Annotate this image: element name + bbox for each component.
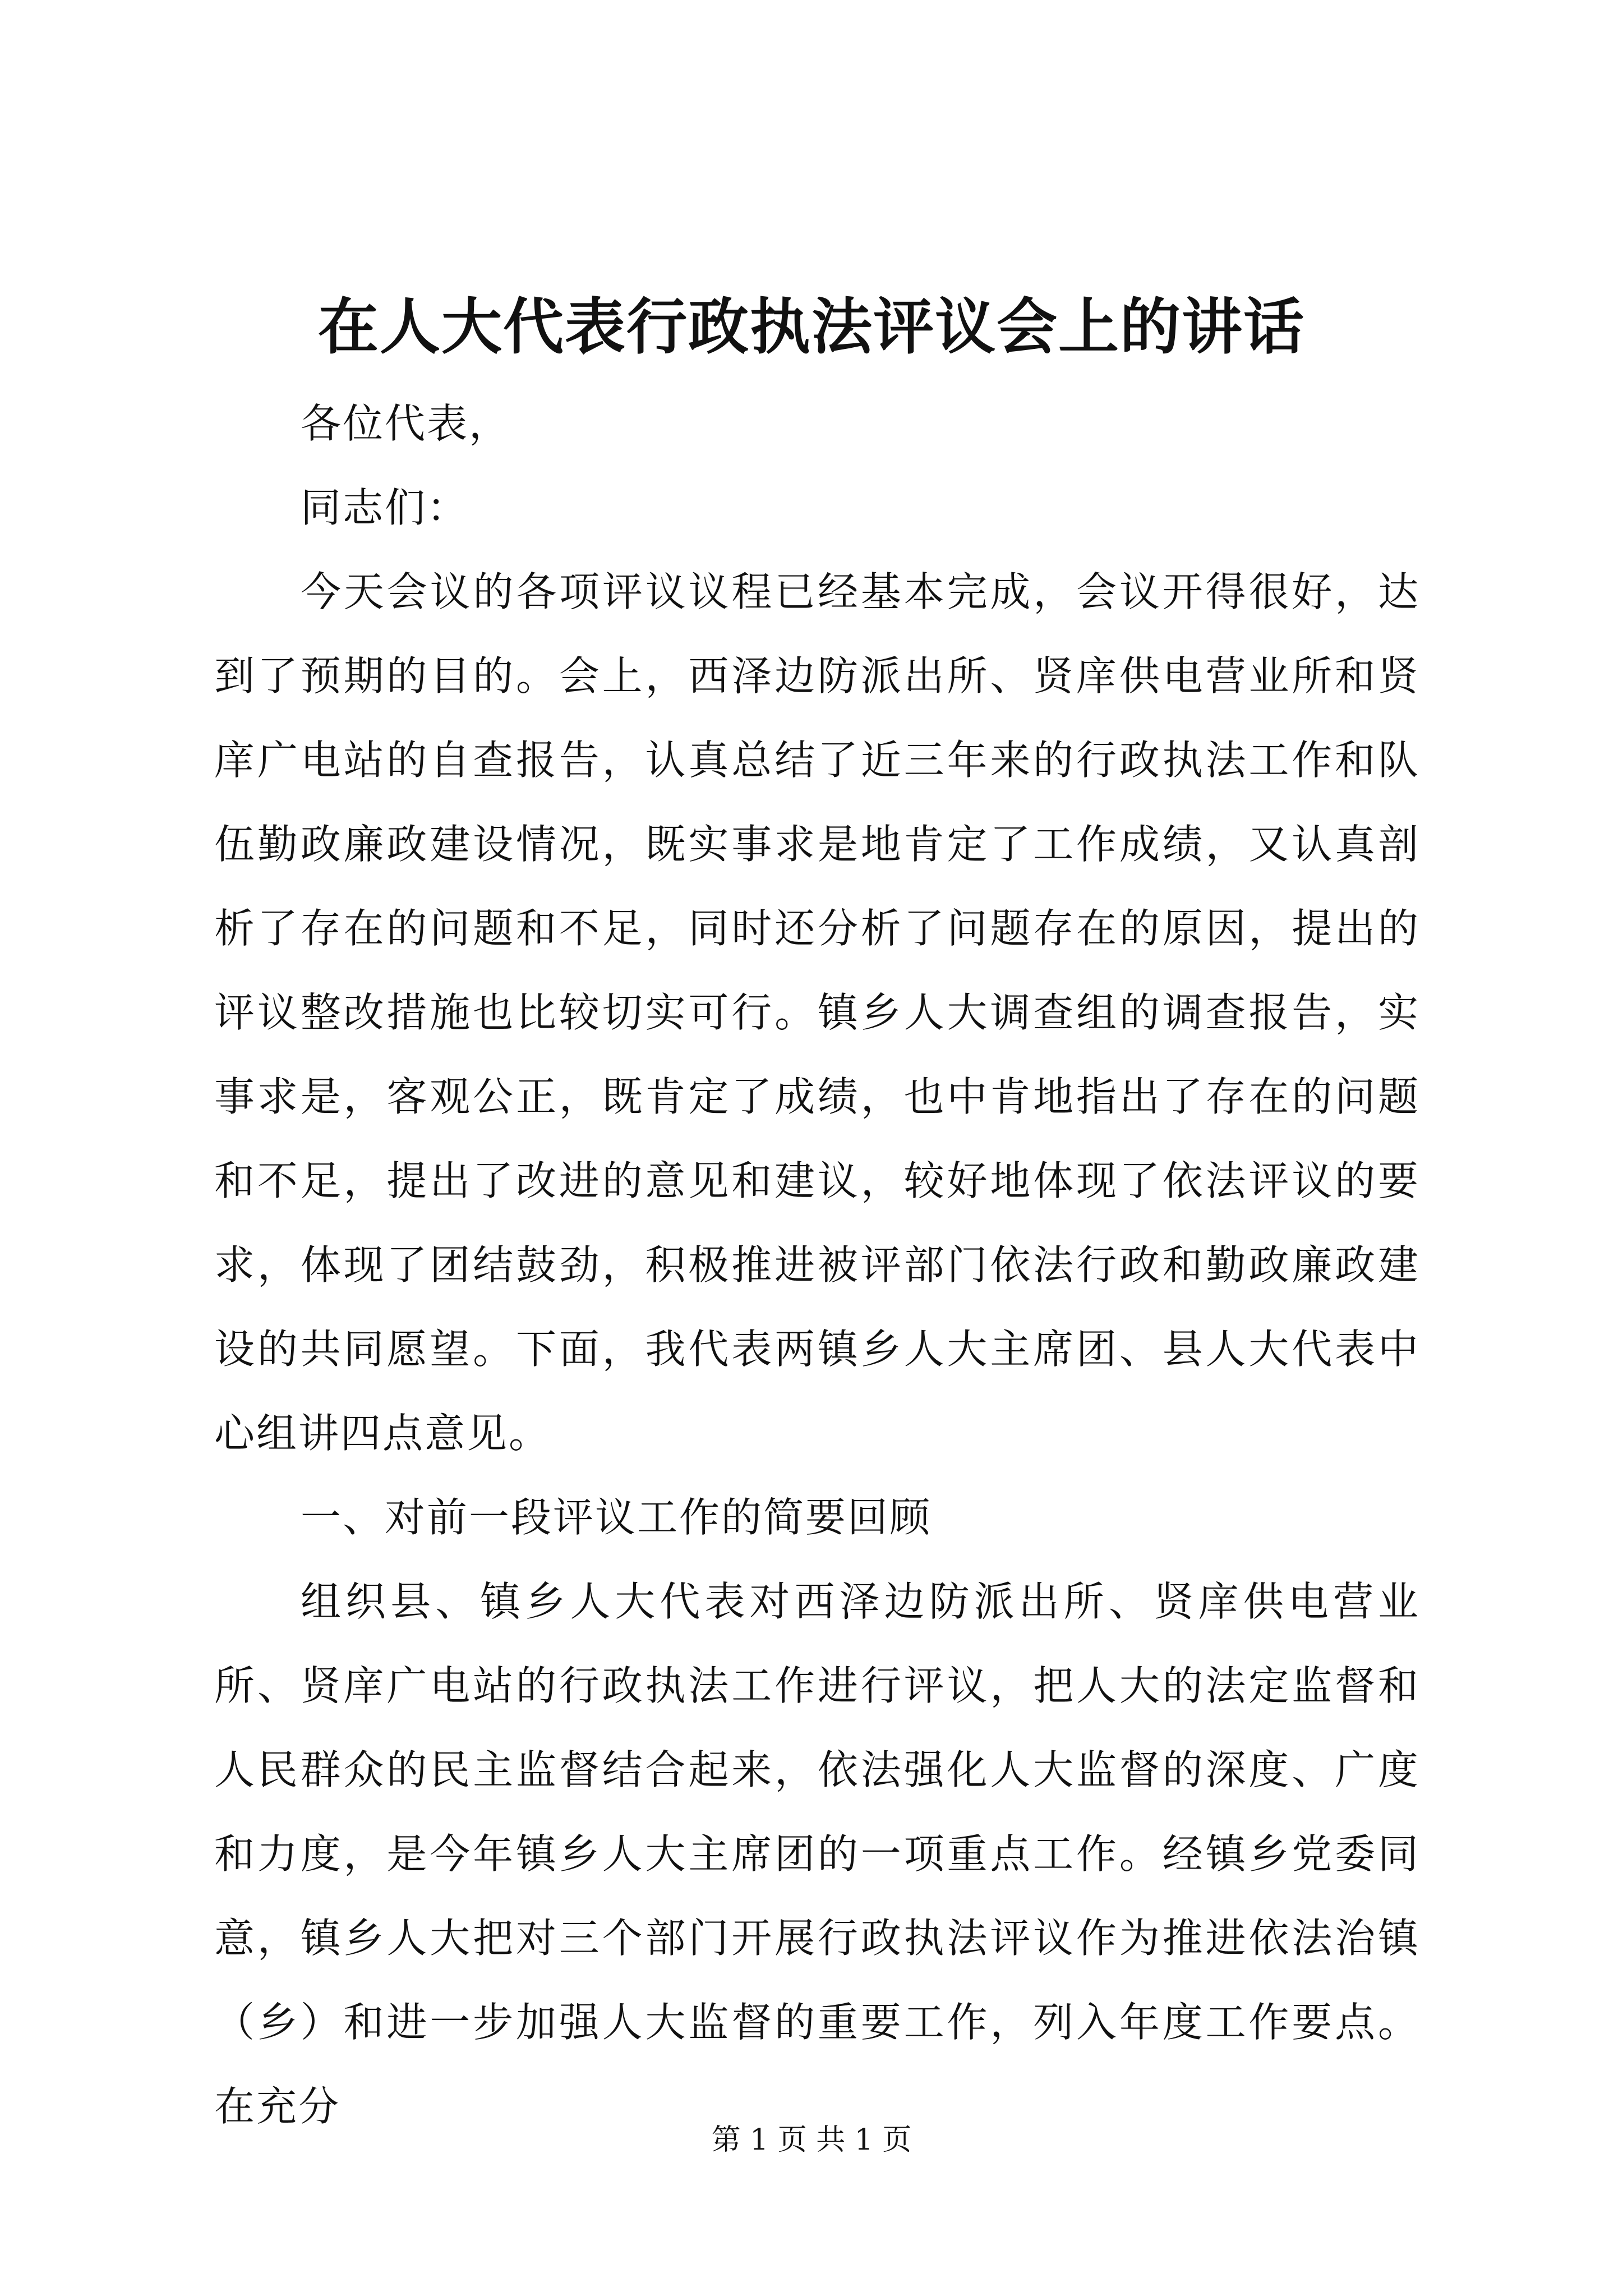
document-title: 在人大代表行政执法评议会上的讲话 [317, 292, 1305, 362]
salutation-comrades: 同志们： [301, 484, 469, 531]
body-paragraph: 今天会议的各项评议议程已经基本完成，会议开得很好，达到了预期的目的。会上，西泽边防派出所、贤庠供电营业所和贤庠广电站的自查报告，认真总结了近三年来的行政执法工作和队伍勤政廉政建设情况，既实事求是地肯定了工作成绩，又认真剖析了存在的问题和不足，同时还分析了问题存在的原因，提出的评议整改措施也比较切实可行。镇乡人大调查组的调查报告，实事求是，客观公正，既肯定了成绩，也中肯地指出了存在的问题和不足，提出了改进的意见和建议，较好地体现了依法评议的要求，体现了团结鼓劲，积极推进被评部门依法行政和勤政廉政建设的共同愿望。下面，我代表两镇乡人大主席团、县人大代表中心组讲四点意见。 [214, 568, 1420, 1457]
page-footer: 第 1 页 共 1 页 [711, 2123, 912, 2157]
section-heading: 一、对前一段评议工作的简要回顾 [301, 1494, 932, 1541]
body-paragraph: 组织县、镇乡人大代表对西泽边防派出所、贤庠供电营业所、贤庠广电站的行政执法工作进行评议，把人大的法定监督和人民群众的民主监督结合起来，依法强化人大监督的深度、广度和力度，是今年镇乡人大主席团的一项重点工作。经镇乡党委同意，镇乡人大把对三个部门开展行政执法评议作为推进依法治镇（乡）和进一步加强人大监督的重要工作，列入年度工作要点。在充分 [214, 1578, 1420, 2130]
document-body [214, 381, 1420, 2148]
salutation-delegates: 各位代表， [301, 400, 511, 447]
